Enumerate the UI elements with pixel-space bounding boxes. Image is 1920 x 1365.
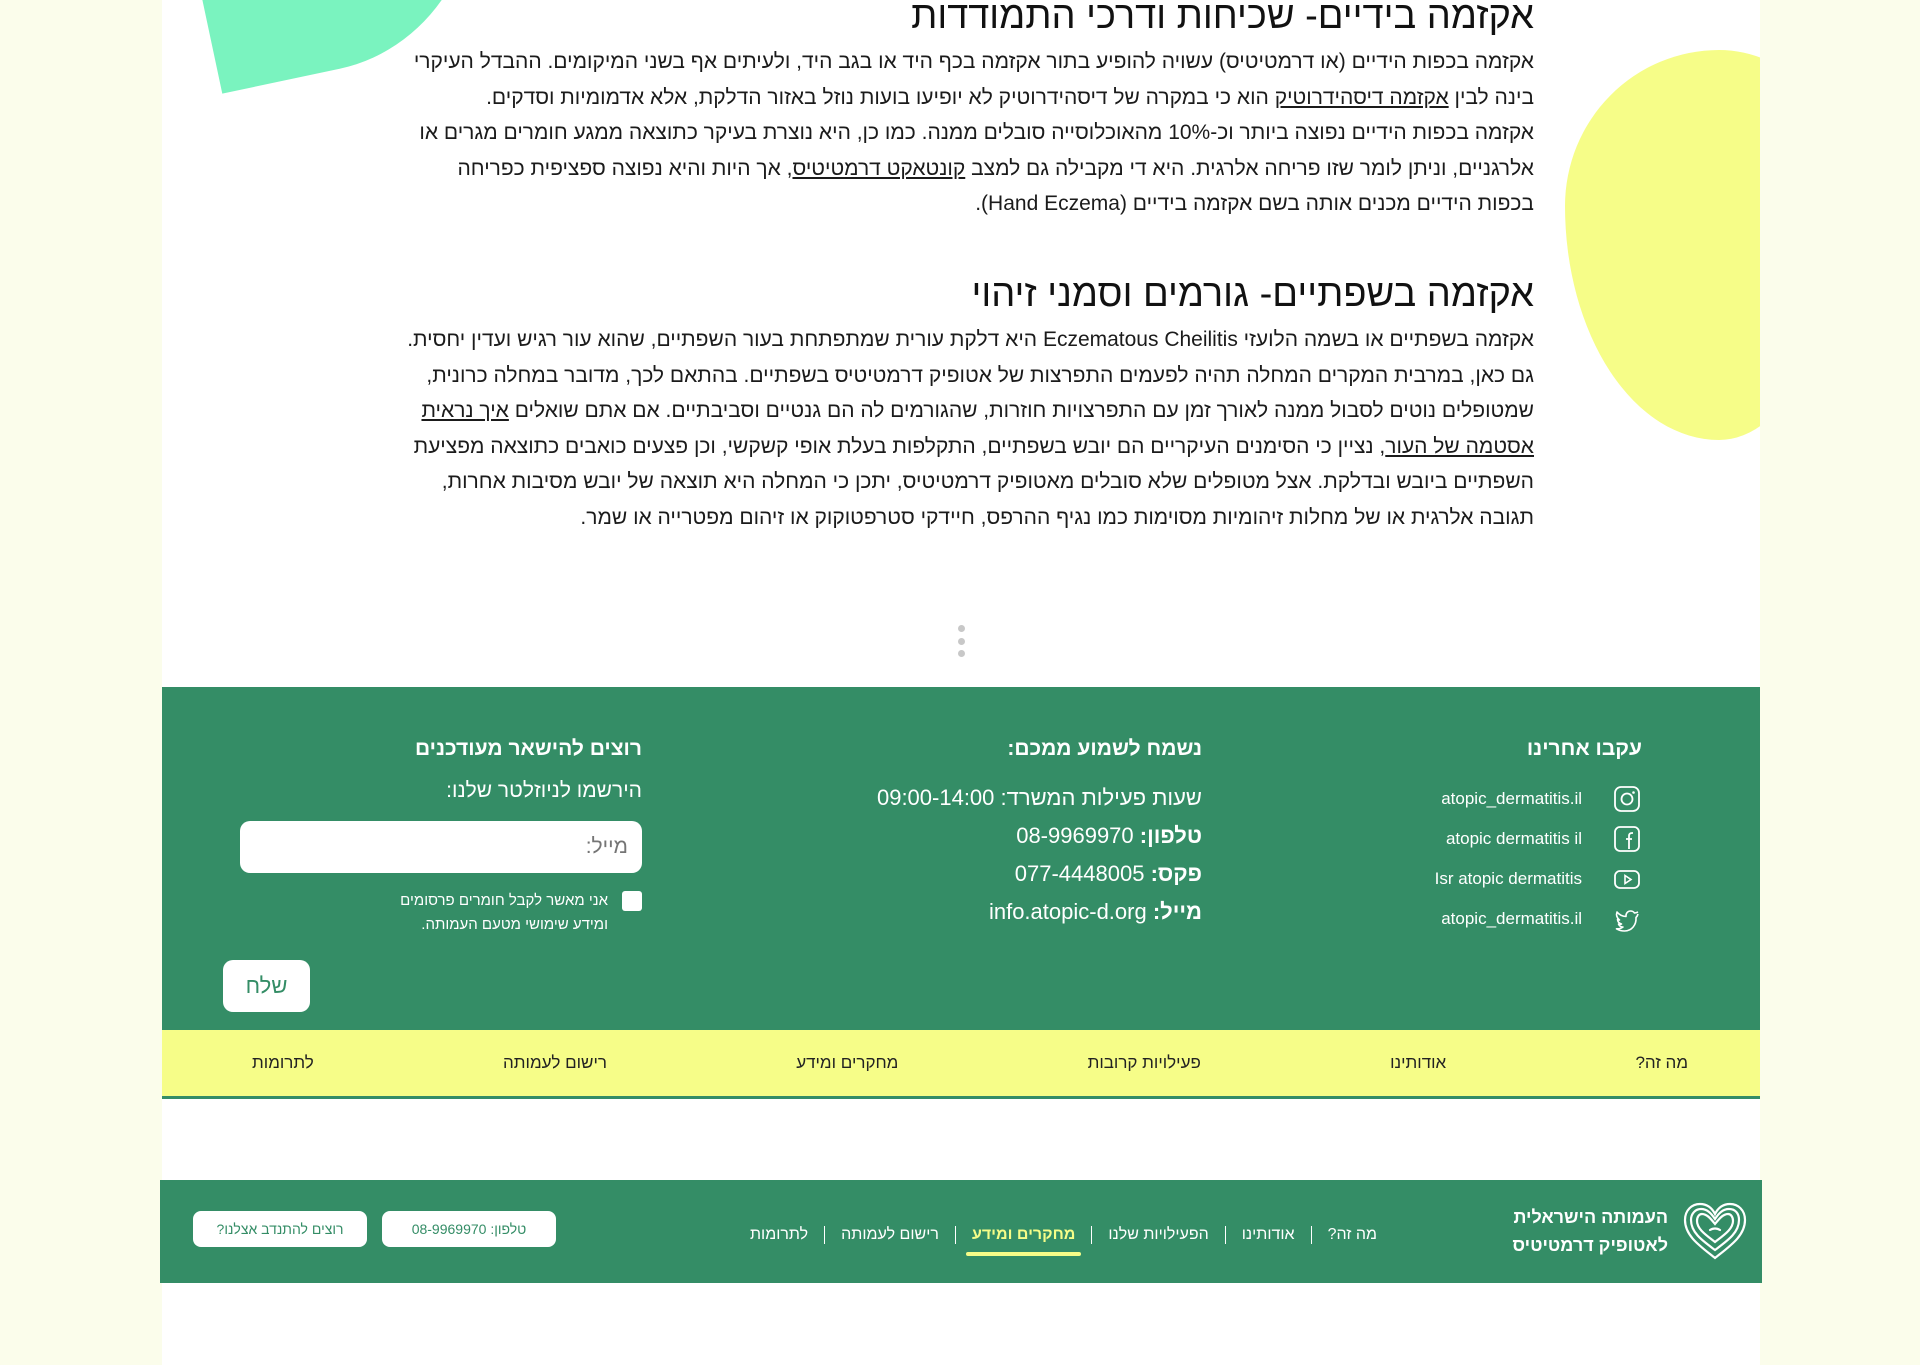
newsletter-subtitle: הירשמו לניוזלטר שלנו: bbox=[446, 779, 642, 802]
footer-nav-donations[interactable]: לתרומות bbox=[252, 1053, 314, 1072]
volunteer-button[interactable]: רוצים להתנדב אצלנו? bbox=[193, 1211, 367, 1247]
section-title-lips: אקזמה בשפתיים- גורמים וסמני זיהוי bbox=[971, 273, 1534, 315]
follow-us-column bbox=[1352, 737, 1642, 939]
nav-what-is[interactable]: מה זה? bbox=[1327, 1226, 1378, 1243]
paragraph-hands-2: אקזמה בכפות הידיים נפוצה ביותר וכ-10% מהאוכלוסייה סובלים ממנה. כמו כן, היא נוצרת בעיקר כתוצאה ממגע חומרים מגרים או אלרגניים, וניתן לומר שזו פריחה אלרגית. היא די מקבילה גם למצב קונטאקט דרמטיטיס, אך היות והיא נפוצה ספציפית כפריחה בכפות הידיים מכנים אותה בשם אקזמה בידיים (Hand Eczema). bbox=[419, 121, 1534, 215]
nav-about[interactable]: אודותינו bbox=[1226, 1226, 1312, 1244]
more-options-icon[interactable] bbox=[957, 625, 965, 657]
nav-register[interactable]: רישום לעמותה bbox=[825, 1226, 956, 1244]
contact-email[interactable]: מייל: info.atopic-d.org bbox=[988, 899, 1202, 924]
page-margin-right-mask bbox=[1760, 0, 1920, 560]
logo-text: העמותה הישראלית לאטופיק דרמטיטיס bbox=[1512, 1207, 1668, 1255]
paragraph-hands-1: אקזמה בכפות הידיים (או דרמטיטיס) עשויה להופיע בתור אקזמה בכף היד או בגב היד, ולעיתים אף בשני המיקומים. ההבדל העיקרי בינה לבין אקזמה דיסהידרוטיק הוא כי במקרה של דיסהידרוטיק לא יופיעו בועות נוזל באזור הדלקת, אלא אדמומיות וסדקים. bbox=[413, 50, 1534, 109]
footer-main bbox=[162, 687, 1760, 1030]
consent-checkbox[interactable] bbox=[622, 891, 642, 911]
section-title-hands: אקזמה בידיים- שכיחות ודרכי התמודדות bbox=[911, 0, 1534, 37]
phone-button[interactable]: טלפון: 08-9969970 bbox=[382, 1211, 556, 1247]
paragraph-lips: אקזמה בשפתיים או בשמה הלועזי Eczematous Cheilitis היא דלקת עורית שמתפתחת בעור השפתיים, שהוא עור רגיש ועדין יחסית. גם כאן, במרבית המקרים המחלה תהיה לפעמים התפרצות של אטופיק דרמטיטיס בשפתיים. בהתאם לכך, מדובר במחלה כרונית, שמטופלים נוטים לסבול ממנה לאורך זמן עם התפרצויות חוזרות, שהגורמים לה הם גנטיים וסביבתיים. אם אתם שואלים איך נראית אסטמה של העור, נציין כי הסימנים העיקריים הם יובש בשפתיים, התקלפות בעלת אופי קשקשי, וכן פצעים כואבים כתוצאה מפציעת השפתיים ביובש ובדלקת. אצל מטופלים שלא סובלים מאטופיק דרמטיטיס, יתכן כי המחלה היא תוצאה של יובש מסיבות אחרות, תגובה אלרגית או של מחלות זיהומיות מסוימות כמו נגיף ההרפס, חיידקי סטרפטוקוק או זיהום מפטרייה או שמר. bbox=[407, 328, 1534, 529]
article-section-hands bbox=[400, 0, 1534, 222]
nav-our-activities[interactable]: הפעילויות שלנו bbox=[1092, 1226, 1225, 1244]
link-skin-asthma[interactable]: איך נראית אסטמה של העור bbox=[421, 399, 1534, 458]
nav-research-active[interactable]: מחקרים ומידע bbox=[956, 1226, 1092, 1244]
heart-fingerprint-icon bbox=[1680, 1200, 1750, 1262]
instagram-icon bbox=[1612, 784, 1642, 814]
newsletter-send-button[interactable]: שלח bbox=[223, 960, 310, 1012]
office-hours: שעות פעילות המשרד: 09:00-14:00 bbox=[876, 785, 1202, 810]
follow-us-title: עקבו אחרינו bbox=[1526, 737, 1642, 760]
social-link-facebook[interactable]: atopic dermatitis il bbox=[1352, 819, 1642, 859]
sticky-header-bar bbox=[160, 1180, 1762, 1283]
footer-nav-register[interactable]: רישום לעמותה bbox=[503, 1053, 607, 1072]
main-nav bbox=[734, 1226, 1393, 1244]
contact-fax: פקס: 077-4448005 bbox=[1014, 861, 1202, 886]
footer-nav-about[interactable]: אודותינו bbox=[1390, 1053, 1447, 1072]
social-link-instagram[interactable]: atopic_dermatitis.il bbox=[1352, 779, 1642, 819]
footer-nav-research[interactable]: מחקרים ומידע bbox=[796, 1053, 899, 1072]
youtube-icon bbox=[1612, 864, 1642, 894]
social-link-twitter[interactable]: atopic_dermatitis.il bbox=[1352, 899, 1642, 939]
link-contact-dermatitis[interactable]: קונטאקט דרמטיטיס bbox=[792, 156, 966, 180]
article-section-lips bbox=[400, 272, 1534, 535]
contact-title: נשמח לשמוע ממכם: bbox=[1007, 737, 1202, 760]
marketing-consent bbox=[240, 889, 642, 937]
consent-label: אני מאשר לקבל חומרים פרסומים ומידע שימושי מטעם העמותה. bbox=[400, 892, 608, 933]
nav-donations[interactable]: לתרומות bbox=[734, 1226, 825, 1244]
social-link-youtube[interactable]: Isr atopic dermatitis bbox=[1352, 859, 1642, 899]
link-dyshidrotic-eczema[interactable]: אקזמה דיסהידרוטיק bbox=[1274, 85, 1449, 109]
footer-nav bbox=[162, 1030, 1760, 1099]
page-margin-left bbox=[0, 0, 162, 1365]
twitter-icon bbox=[1612, 904, 1642, 934]
facebook-icon bbox=[1612, 824, 1642, 854]
newsletter-column bbox=[222, 737, 642, 937]
contact-phone[interactable]: טלפון: 08-9969970 bbox=[1016, 823, 1202, 848]
newsletter-title: רוצים להישאר מעודכנים bbox=[414, 737, 642, 760]
footer-nav-what-is[interactable]: מה זה? bbox=[1635, 1053, 1688, 1072]
contact-column bbox=[782, 737, 1202, 931]
newsletter-email-input[interactable] bbox=[240, 821, 642, 873]
site-logo[interactable] bbox=[1512, 1200, 1750, 1262]
footer-nav-events[interactable]: פעילויות קרובות bbox=[1087, 1053, 1201, 1072]
